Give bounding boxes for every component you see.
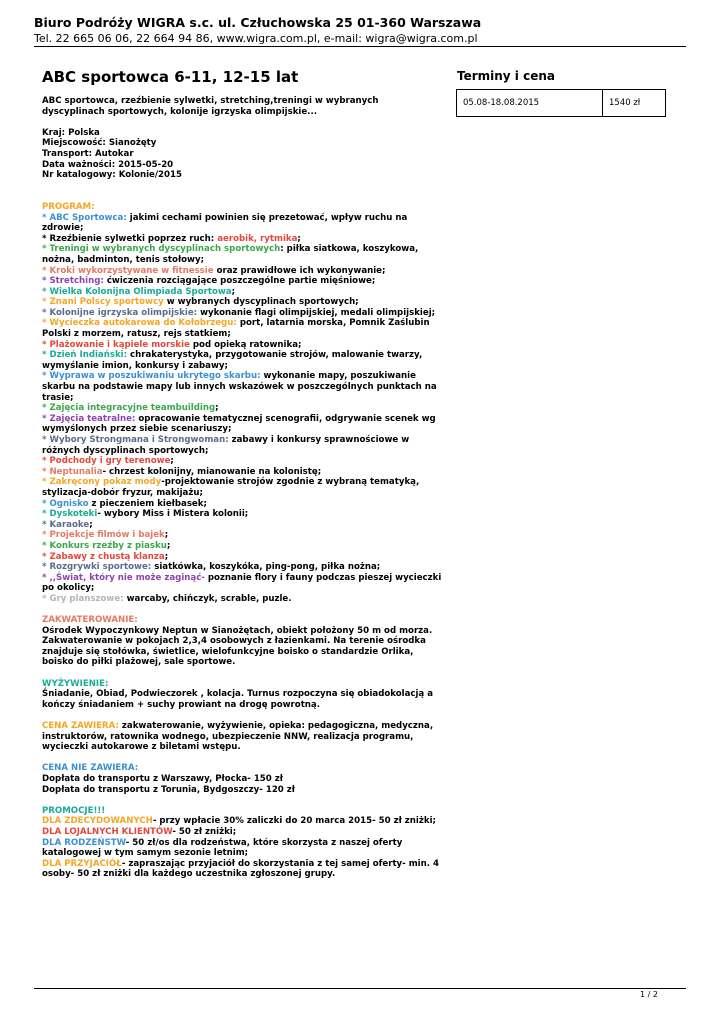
list-item: * Ognisko z pieczeniem kiełbasek; (42, 498, 207, 509)
accommodation-heading: ZAKWATEROWANIE: (42, 615, 138, 626)
list-item: * Projekcje filmów i bajek; (42, 530, 169, 541)
intro-text: ABC sportowca, rzeźbienie sylwetki, stretching,treningi w wybranych dyscyplinach sportowych, kolonije igrzyska olimpijskie... (42, 96, 379, 117)
list-item: * Gry planszowe: warcaby, chińczyk, scrable, puzle. (42, 593, 292, 604)
food-heading: WYŻYWIENIE: (42, 678, 109, 689)
list-item: * Rzeźbienie sylwetki poprzez ruch: aerobik, rytmika; (42, 233, 301, 244)
info-catalog-number: Nr katalogowy: Kolonie/2015 (42, 170, 182, 181)
list-item: * Podchody i gry terenowe; (42, 456, 174, 467)
list-item: * Znani Polscy sportowcy w wybranych dyscyplinach sportowych; (42, 297, 359, 308)
offer-content (42, 96, 442, 880)
includes-paragraph (42, 721, 442, 753)
info-country: Kraj: Polska (42, 127, 100, 138)
excludes-heading: CENA NIE ZAWIERA: (42, 763, 139, 774)
contact-line: Tel. 22 665 06 06, 22 664 94 86, www.wigra.com.pl, e-mail: wigra@wigra.com.pl (34, 32, 478, 45)
page-number: 1 / 2 (640, 990, 658, 999)
list-item: * Dzień Indiański: chrakaterystyka, przygotowanie strojów, malowanie twarzy, wymyślanie imion, konkursy i zabawy; (42, 350, 423, 371)
page-title: ABC sportowca 6-11, 12-15 lat (42, 68, 299, 86)
footer-divider (34, 988, 686, 989)
terms-heading: Terminy i cena (457, 69, 555, 83)
list-item: * Plażowanie i kąpiele morskie pod opieką ratownika; (42, 339, 302, 350)
term-price: 1540 zł (603, 90, 666, 117)
info-transport: Transport: Autokar (42, 148, 134, 159)
list-item: DLA LOJALNYCH KLIENTÓW- 50 zł zniżki; (42, 826, 237, 837)
table-row (457, 90, 666, 117)
list-item: * Wycieczka autokarowa do Kołobrzegu: port, latarnia morska, Pomnik Zaślubin Polski z morzem, ratusz, rejs statkiem; (42, 318, 430, 340)
list-item: DLA RODZEŃSTW- 50 zł/os dla rodzeństwa, które skorzysta z naszej oferty katalogowej w tym samym sezonie letnim; (42, 837, 403, 859)
list-item: * Konkurs rzeźby z piasku; (42, 540, 171, 551)
list-item: * Wybory Strongmana i Strongwoman: zabawy i konkursy sprawnościowe w różnych dyscyplinach sportowych; (42, 435, 410, 456)
list-item: * ,,Świat, który nie może zaginąć- poznanie flory i fauny podczas pieszej wycieczki po okolicy; (42, 572, 442, 594)
food-text: Śniadanie, Obiad, Podwieczorek , kolacja. Turnus rozpoczyna się obiadokolacją a kończy śniadaniem + suchy prowiant na drogę powrotną. (42, 689, 434, 710)
list-item: * Wyprawa w poszukiwaniu ukrytego skarbu: wykonanie mapy, poszukiwanie skarbu na podstawie mapy lub innych wskazówek w poszczególnych punktach na trasie; (42, 371, 437, 403)
list-item: * Zajęcia integracyjne teambuilding; (42, 403, 219, 414)
company-line: Biuro Podróży WIGRA s.c. ul. Człuchowska 25 01-360 Warszawa (34, 15, 482, 30)
list-item: * ABC Sportowca: jakimi cechami powinien się prezetować, wpływ ruchu na zdrowie; (42, 212, 408, 234)
excludes-line: Dopłata do transportu z Torunia, Bydgoszczy- 120 zł (42, 784, 295, 795)
list-item: DLA ZDECYDOWANYCH- przy wpłacie 30% zaliczki do 20 marca 2015- 50 zł zniżki; (42, 816, 436, 827)
header-divider (34, 46, 686, 47)
list-item: * Zajęcia teatralne: opracowanie tematycznej scenografii, odgrywanie scenek wg wymyślonych przez siebie scenariuszy; (42, 413, 436, 435)
list-item: * Karaoke; (42, 519, 93, 530)
accommodation-text: Ośrodek Wypoczynkowy Neptun w Sianożętach, obiekt położony 50 m od morza. Zakwaterowanie w pokojach 2,3,4 osobowych z łazienkami. Na terenie ośrodka znajduje się stołówka, świetlice, wielofunkcyjne boisko o standardzie Orlika, boisko do piłki plażowej, sale sportowe. (42, 625, 433, 668)
list-item: * Zakręcony pokaz mody-projektowanie strojów zgodnie z wybraną tematyką, stylizacja-dobór fryzur, makijażu; (42, 477, 420, 498)
list-item: * Kroki wykorzystywane w fitnessie oraz prawidłowe ich wykonywanie; (42, 265, 386, 276)
excludes-line: Dopłata do transportu z Warszawy, Płocka- 150 zł (42, 774, 283, 784)
list-item: * Zabawy z chustą klanza; (42, 551, 169, 562)
list-item: * Wielka Kolonijna Olimpiada Sportowa; (42, 286, 236, 297)
includes-heading: CENA ZAWIERA: (42, 721, 119, 732)
program-heading: PROGRAM: (42, 201, 95, 212)
info-place: Miejscowość: Sianożęty (42, 138, 157, 149)
term-date: 05.08-18.08.2015 (457, 90, 603, 117)
list-item: * Rozgrywki sportowe: siatkówka, koszykóka, ping-pong, piłka nożna; (42, 562, 381, 573)
includes-text: zakwaterowanie, wyżywienie, opieka: pedagogiczna, medyczna, instruktorów, ratownika wodnego, ubezpieczenie NNW, realizacja programu, wycieczki autokarowe z biletami wstępu. (42, 721, 434, 753)
list-item: * Neptunalia- chrzest kolonijny, mianowanie na kolonistę; (42, 466, 322, 477)
list-item: * Treningi w wybranych dyscyplinach sportowych: piłka siatkowa, koszykowa, nożna, badminton, tenis stołowy; (42, 244, 419, 265)
terms-table (456, 89, 666, 117)
list-item: DLA PRZYJACIÓŁ- zapraszając przyjaciół do skorzystania z tej samej oferty- min. 4 osoby- 50 zł zniżki dla każdego uczestnika zgłoszonej grupy. (42, 858, 439, 880)
promo-heading: PROMOCJE!!! (42, 805, 106, 816)
list-item: * Dyskoteki- wybory Miss i Mistera kolonii; (42, 509, 249, 520)
header (34, 15, 684, 46)
list-item: * Stretching: ćwiczenia rozciągające poszczególne partie mięśniowe; (42, 276, 376, 287)
list-item: * Kolonijne igrzyska olimpijskie: wykonanie flagi olimpijskiej, medali olimpijskiej; (42, 307, 436, 318)
info-valid-date: Data ważności: 2015-05-20 (42, 159, 174, 170)
